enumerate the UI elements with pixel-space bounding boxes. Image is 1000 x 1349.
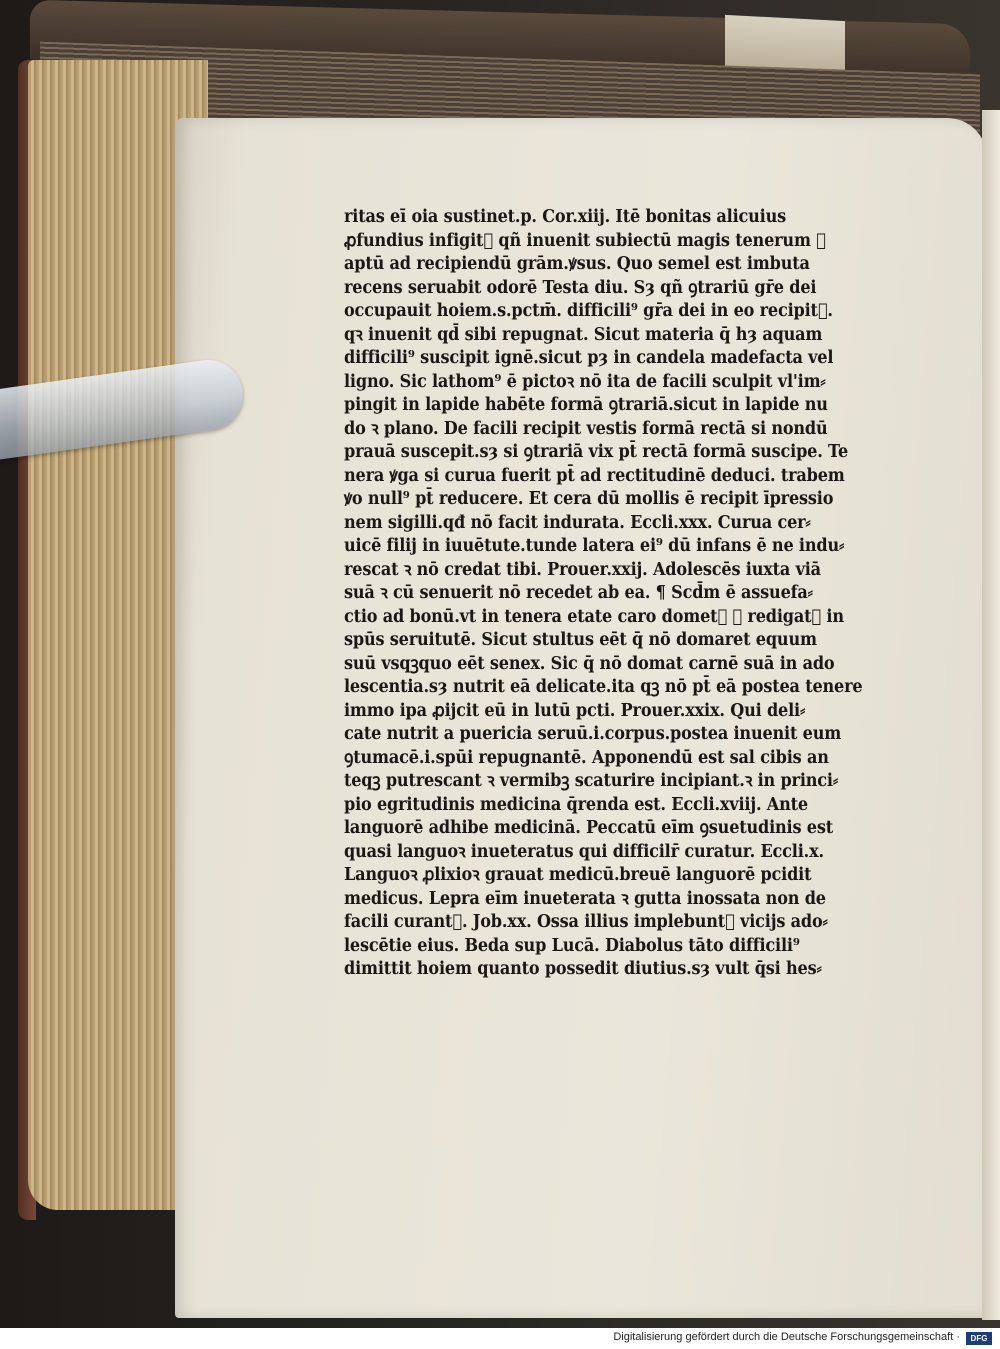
text-line: ligno. Sic lathom⁹ ē pictoꝛ nō ita de facili sculpit vl'im⸗ bbox=[344, 371, 826, 392]
footer-bar bbox=[0, 1328, 1000, 1349]
text-line: ꝯtumacē.i.spūi repugnantē. Apponendū est sal cibis an bbox=[344, 747, 829, 768]
funding-credit: Digitalisierung gefördert durch die Deutsche Forschungsgemeinschaft · bbox=[613, 1331, 960, 1343]
text-line: uicē filij in iuuētute.tunde latera ei⁹ dū infans ē ne indu⸗ bbox=[344, 536, 845, 556]
text-line: nera ꝟga si curua fuerit pt̄ ad rectitudinē deduci. trabem bbox=[344, 465, 845, 486]
text-line: languorē adhibe medicinā. Peccatū eīm ꝯsuetudinis est bbox=[344, 818, 833, 838]
text-line: do ꝛ plano. De facili recipit vestis formā rectā si nondū bbox=[344, 418, 828, 439]
text-line: suā ꝛ cū senuerit nō recedet ab ea. ¶ Scd̄m ē assuefa⸗ bbox=[344, 583, 813, 603]
text-line: nem sigilli.qđ nō facit indurata. Eccli.xxx. Curua cer⸗ bbox=[344, 512, 811, 533]
dfg-logo-icon: DFG bbox=[966, 1332, 992, 1345]
text-line: ctio ad bonū.vt in tenera etate caro dometᷓ ꝛ redigatᷓ in bbox=[344, 606, 844, 627]
text-line: pingit in lapide habēte formā ꝯtrariā.sicut in lapide nu bbox=[344, 395, 828, 415]
text-line: suū vsqꝫquo eēt senex. Sic q̄ nō domat carnē suā in ado bbox=[344, 653, 835, 674]
text-line: immo ipa ꝓijcit eū in lutū pcti. Prouer.xxix. Qui deli⸗ bbox=[344, 700, 806, 721]
text-line: dimittit hoiem quanto possedit diutius.sȝ vult q̄si hes⸗ bbox=[344, 959, 822, 979]
text-line: spūs seruitutē. Sicut stultus eēt q̄ nō domaret equum bbox=[344, 630, 817, 650]
text-line: facili curantᷓ. Job.xx. Ossa illius implebuntᷓ vicijs ado⸗ bbox=[344, 912, 828, 932]
facing-page-edge bbox=[982, 110, 1000, 1320]
text-line: lescētie eius. Beda sup Lucā. Diabolus tāto difficili⁹ bbox=[344, 935, 800, 956]
text-line: pio egritudinis medicina q̄renda est. Eccli.xviij. Ante bbox=[344, 794, 808, 815]
page-text bbox=[344, 206, 904, 982]
text-line: cate nutrit a puericia seruū.i.corpus.postea inuenit eum bbox=[344, 724, 842, 744]
text-line: teqꝫ putrescant ꝛ vermibꝫ scaturire incipiant.ꝛ in princi⸗ bbox=[344, 771, 839, 791]
text-line: qꝛ inuenit qd̄ sibi repugnat. Sicut materia q̄ hȝ aquam bbox=[344, 324, 823, 345]
text-line: ꝓfundius infigitᷓ qñ inuenit subiectū magis tenerum ꝛ bbox=[344, 230, 826, 251]
text-line: aptū ad recipiendū grām.ꝟsus. Quo semel est imbuta bbox=[344, 254, 810, 274]
text-line: occupauit hoiem.s.pctm̄. difficili⁹ gr̄a dei in eo recipitᷓ. bbox=[344, 301, 833, 321]
text-line: Languoꝛ ꝓlixioꝛ grauat medicū.breuē languorē pcidit bbox=[344, 865, 812, 885]
text-line: ꝟo null⁹ pt̄ reducere. Et cera dū mollis ē recipit īpressio bbox=[344, 489, 834, 509]
text-line: quasi languoꝛ inueteratus qui difficilr̄ curatur. Eccli.x. bbox=[344, 841, 824, 862]
text-line: difficili⁹ suscipit ignē.sicut pȝ in candela madefacta vel bbox=[344, 348, 834, 368]
text-line: recens seruabit odorē Testa diu. Sȝ qñ ꝯtrariū gr̄e dei bbox=[344, 277, 817, 298]
text-line: rescat ꝛ nō credat tibi. Prouer.xxij. Adolescēs iuxta viā bbox=[344, 559, 821, 580]
text-line: prauā suscepit.sȝ si ꝯtrariā vix pt̄ rectā formā suscipe. Te bbox=[344, 442, 849, 462]
text-line: medicus. Lepra eīm inueterata ꝛ gutta inossata non de bbox=[344, 888, 826, 909]
text-line: lescentia.sȝ nutrit eā delicate.ita qꝫ nō pt̄ eā postea tenere bbox=[344, 677, 863, 697]
text-line: ritas eī oia sustinet.p. Cor.xiij. Itē bonitas alicuius bbox=[344, 207, 786, 227]
